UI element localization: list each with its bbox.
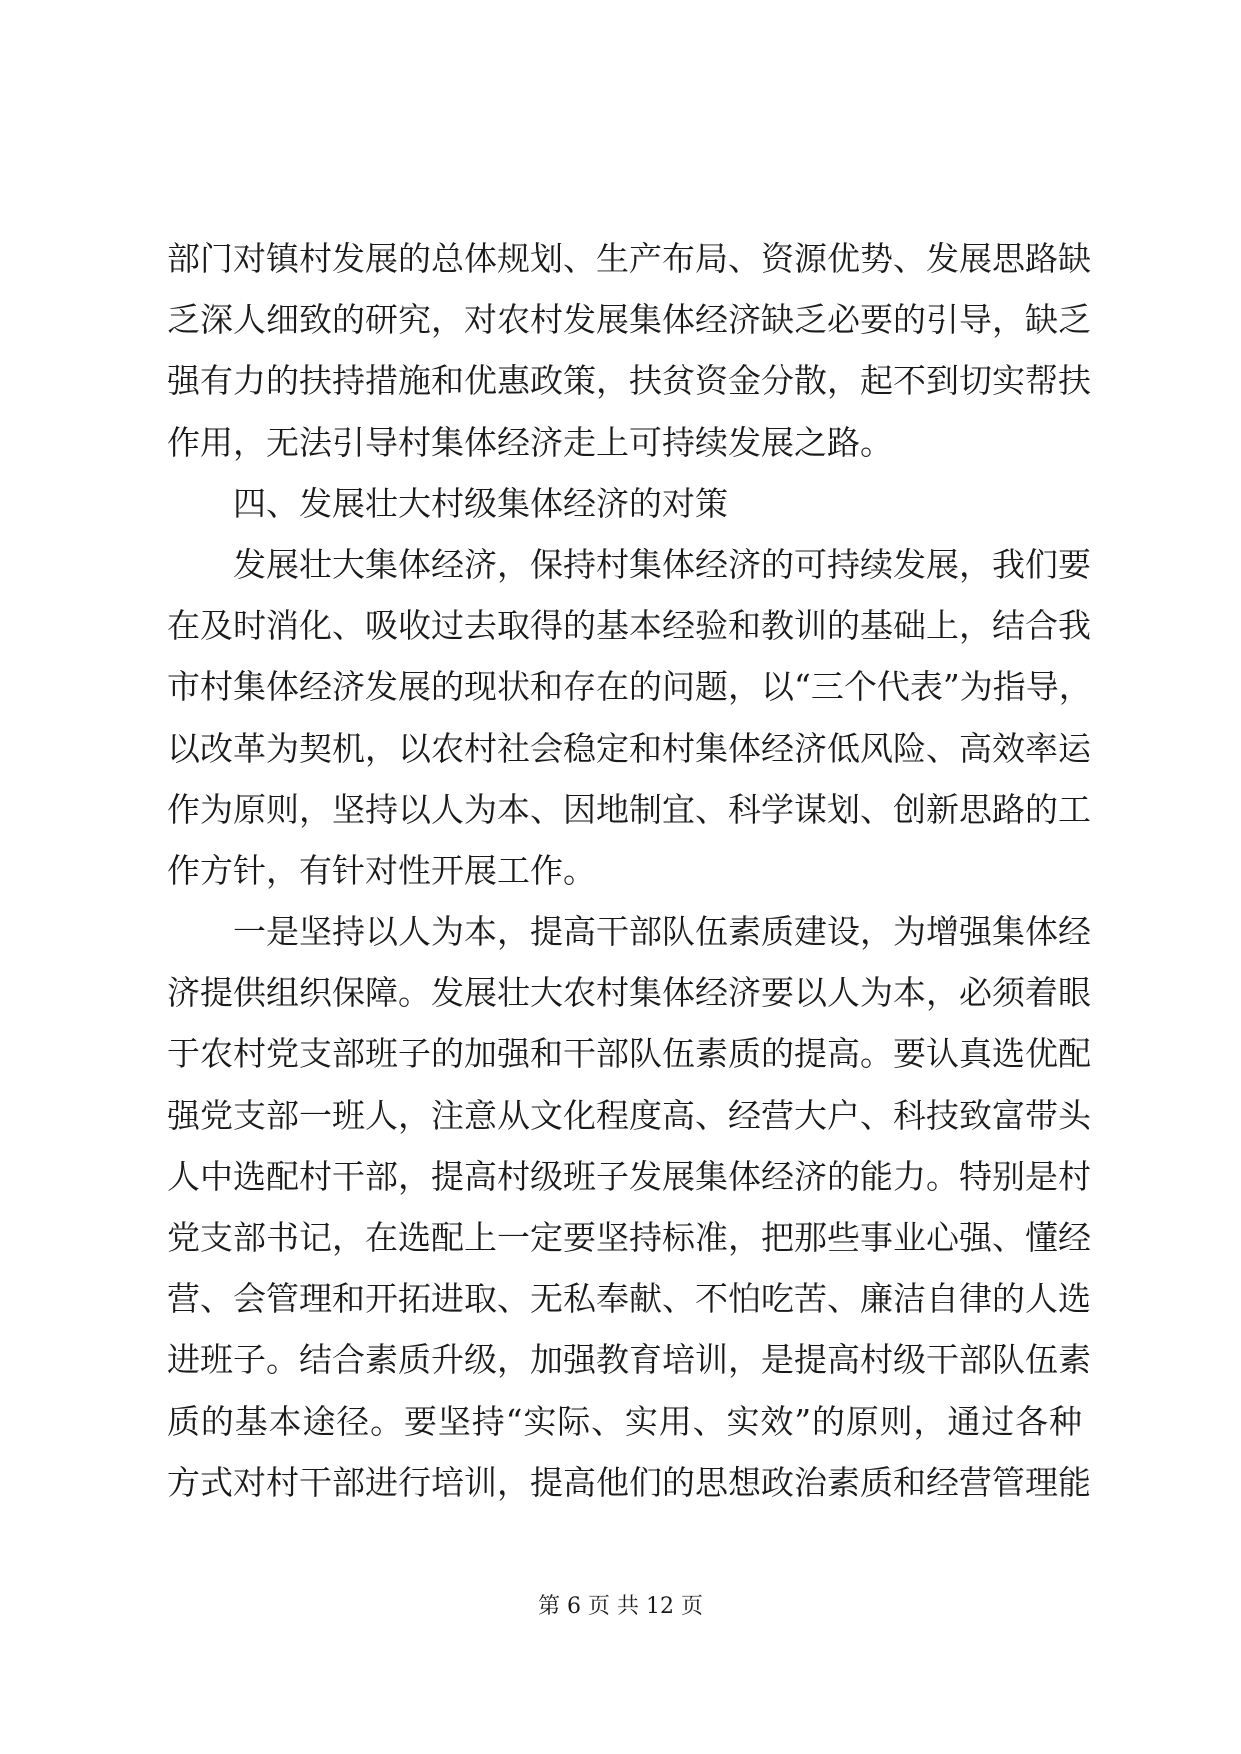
text-line: 市村集体经济发展的现状和存在的问题，以“三个代表”为指导， xyxy=(167,667,1092,707)
text-line: 作用，无法引导村集体经济走上可持续发展之路。 xyxy=(167,422,893,462)
text-line: 强有力的扶持措施和优惠政策，扶贫资金分散，起不到切实帮扶 xyxy=(167,361,1091,401)
text-line: 于农村党支部班子的加强和干部队伍素质的提高。要认真选优配 xyxy=(167,1034,1091,1074)
text-line: 强党支部一班人，注意从文化程度高、经营大户、科技致富带头 xyxy=(167,1095,1091,1135)
text-line: 以改革为契机，以农村社会稳定和村集体经济低风险、高效率运 xyxy=(167,728,1091,768)
text-line: 发展壮大集体经济，保持村集体经济的可持续发展，我们要 xyxy=(233,544,1091,584)
text-line: 质的基本途径。要坚持“实际、实用、实效”的原则，通过各种 xyxy=(167,1401,1082,1441)
text-line: 进班子。结合素质升级，加强教育培训，是提高村级干部队伍素 xyxy=(167,1340,1091,1380)
text-line: 一是坚持以人为本，提高干部队伍素质建设，为增强集体经 xyxy=(233,912,1091,952)
text-line: 方式对村干部进行培训，提高他们的思想政治素质和经营管理能 xyxy=(167,1462,1091,1502)
text-line: 党支部书记，在选配上一定要坚持标准，把那些事业心强、懂经 xyxy=(167,1218,1091,1257)
text-line: 部门对镇村发展的总体规划、生产布局、资源优势、发展思路缺 xyxy=(167,239,1091,278)
text-line: 营、会管理和开拓进取、无私奉献、不怕吃苦、廉洁自律的人选 xyxy=(167,1279,1091,1319)
body-text xyxy=(167,228,1092,1513)
text-line: 乏深人细致的研究，对农村发展集体经济缺乏必要的引导，缺乏 xyxy=(167,300,1091,340)
text-line: 作方针，有针对性开展工作。 xyxy=(167,850,596,890)
text-line: 人中选配村干部，提高村级班子发展集体经济的能力。特别是村 xyxy=(167,1156,1091,1196)
text-line: 作为原则，坚持以人为本、因地制宜、科学谋划、创新思路的工 xyxy=(167,789,1091,829)
section-heading: 四、发展壮大村级集体经济的对策 xyxy=(233,483,728,523)
text-line: 济提供组织保障。发展壮大农村集体经济要以人为本，必须着眼 xyxy=(167,973,1091,1013)
text-line: 在及时消化、吸收过去取得的基本经验和教训的基础上，结合我 xyxy=(167,606,1091,646)
page-number-footer: 第 6 页 共 12 页 xyxy=(538,1594,703,1619)
